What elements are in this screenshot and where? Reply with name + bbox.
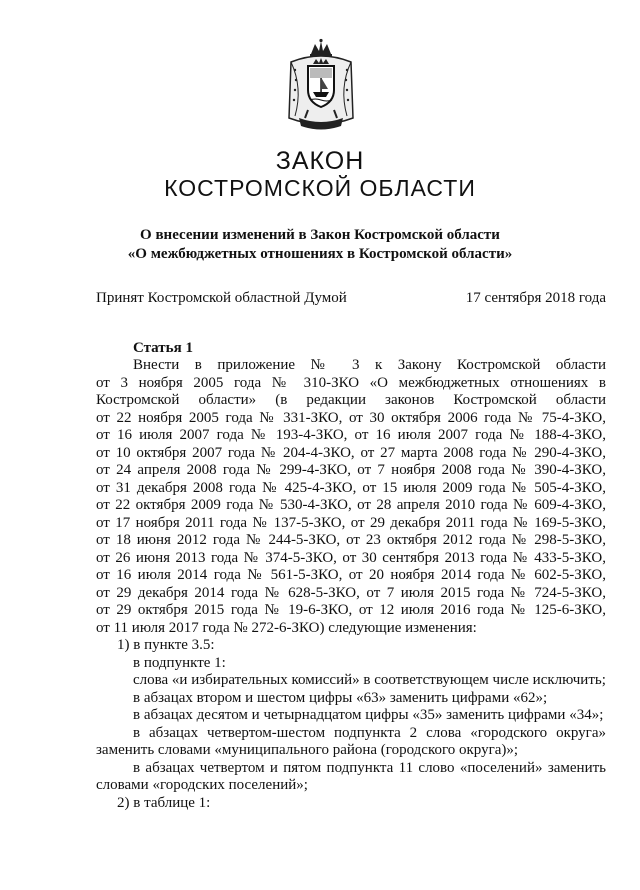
text-line: в абзацах четвертом и пятом подпункта 11 слово «поселений» заменить (133, 759, 606, 776)
text-line: от 3 ноября 2005 года № 310-ЗКО «О межбюджетных отношениях в (96, 374, 606, 391)
text-line: от 31 декабря 2008 года № 425-4-ЗКО, от 15 июля 2009 года № 505-4-ЗКО, (96, 479, 606, 496)
text-line: слова «и избирательных комиссий» в соответствующем числе исключить; (133, 672, 606, 688)
text-line: Костромской области» (в редакции законов Костромской области (96, 392, 606, 408)
text-line: в абзацах втором и шестом цифры «63» заменить цифрами «62»; (133, 689, 548, 706)
coat-of-arms-emblem (281, 38, 361, 133)
text-line: словами «городских поселений»; (96, 777, 308, 793)
text-line: от 17 ноября 2011 года № 137-5-ЗКО, от 29 декабря 2011 года № 169-5-ЗКО, (96, 514, 606, 531)
text-line: от 29 декабря 2014 года № 628-5-ЗКО, от 7 июля 2015 года № 724-5-ЗКО, (96, 584, 606, 601)
text-line: в абзацах десятом и четырнадцатом цифры «35» заменить цифрами «34»; (133, 707, 604, 723)
text-line: от 16 июля 2014 года № 561-5-ЗКО, от 20 ноября 2014 года № 602-5-ЗКО, (96, 567, 606, 583)
text-line: от 18 июня 2012 года № 244-5-ЗКО, от 23 октября 2012 года № 298-5-ЗКО, (96, 532, 606, 548)
law-subtitle-line-2: «О межбюджетных отношениях в Костромской области» (127, 246, 513, 262)
law-heading: ЗАКОН (275, 147, 365, 175)
text-line: от 10 октября 2007 года № 204-4-ЗКО, от 27 марта 2008 года № 290-4-ЗКО, (96, 444, 606, 461)
text-line: Внести в приложение № 3 к Закону Костромской области (133, 357, 606, 373)
law-subtitle-line-1: О внесении изменений в Закон Костромской области (140, 227, 500, 243)
text-line: в подпункте 1: (133, 654, 226, 671)
adopted-by: Принят Костромской областной Думой (96, 290, 347, 306)
text-line: от 22 ноября 2005 года № 331-ЗКО, от 30 октября 2006 года № 75-4-ЗКО, (96, 409, 606, 426)
text-line: заменить словами «муниципального района (городского округа)»; (96, 742, 519, 758)
list-item: 1) в пункте 3.5: (117, 637, 215, 653)
text-line: в абзацах четвертом-шестом подпункта 2 слова «городского округа» (133, 724, 606, 741)
text-line: от 11 июля 2017 года № 272-6-ЗКО) следующие изменения: (96, 619, 477, 636)
article-body (96, 357, 606, 812)
text-line: от 22 октября 2009 года № 530-4-ЗКО, от 28 апреля 2010 года № 609-4-ЗКО, (96, 497, 606, 513)
text-line: от 29 октября 2015 года № 19-6-ЗКО, от 12 июля 2016 года № 125-6-ЗКО, (96, 602, 606, 618)
text-line: от 16 июля 2007 года № 193-4-ЗКО, от 16 июля 2007 года № 188-4-ЗКО, (96, 427, 606, 443)
region-heading: КОСТРОМСКОЙ ОБЛАСТИ (164, 175, 476, 201)
text-line: от 24 апреля 2008 года № 299-4-ЗКО, от 7 ноября 2008 года № 390-4-ЗКО, (96, 462, 606, 478)
article-title: Статья 1 (133, 340, 193, 356)
adoption-date: 17 сентября 2018 года (465, 290, 606, 306)
list-item: 2) в таблице 1: (117, 794, 211, 811)
text-line: от 26 июня 2013 года № 374-5-ЗКО, от 30 сентября 2013 года № 433-5-ЗКО, (96, 549, 606, 566)
